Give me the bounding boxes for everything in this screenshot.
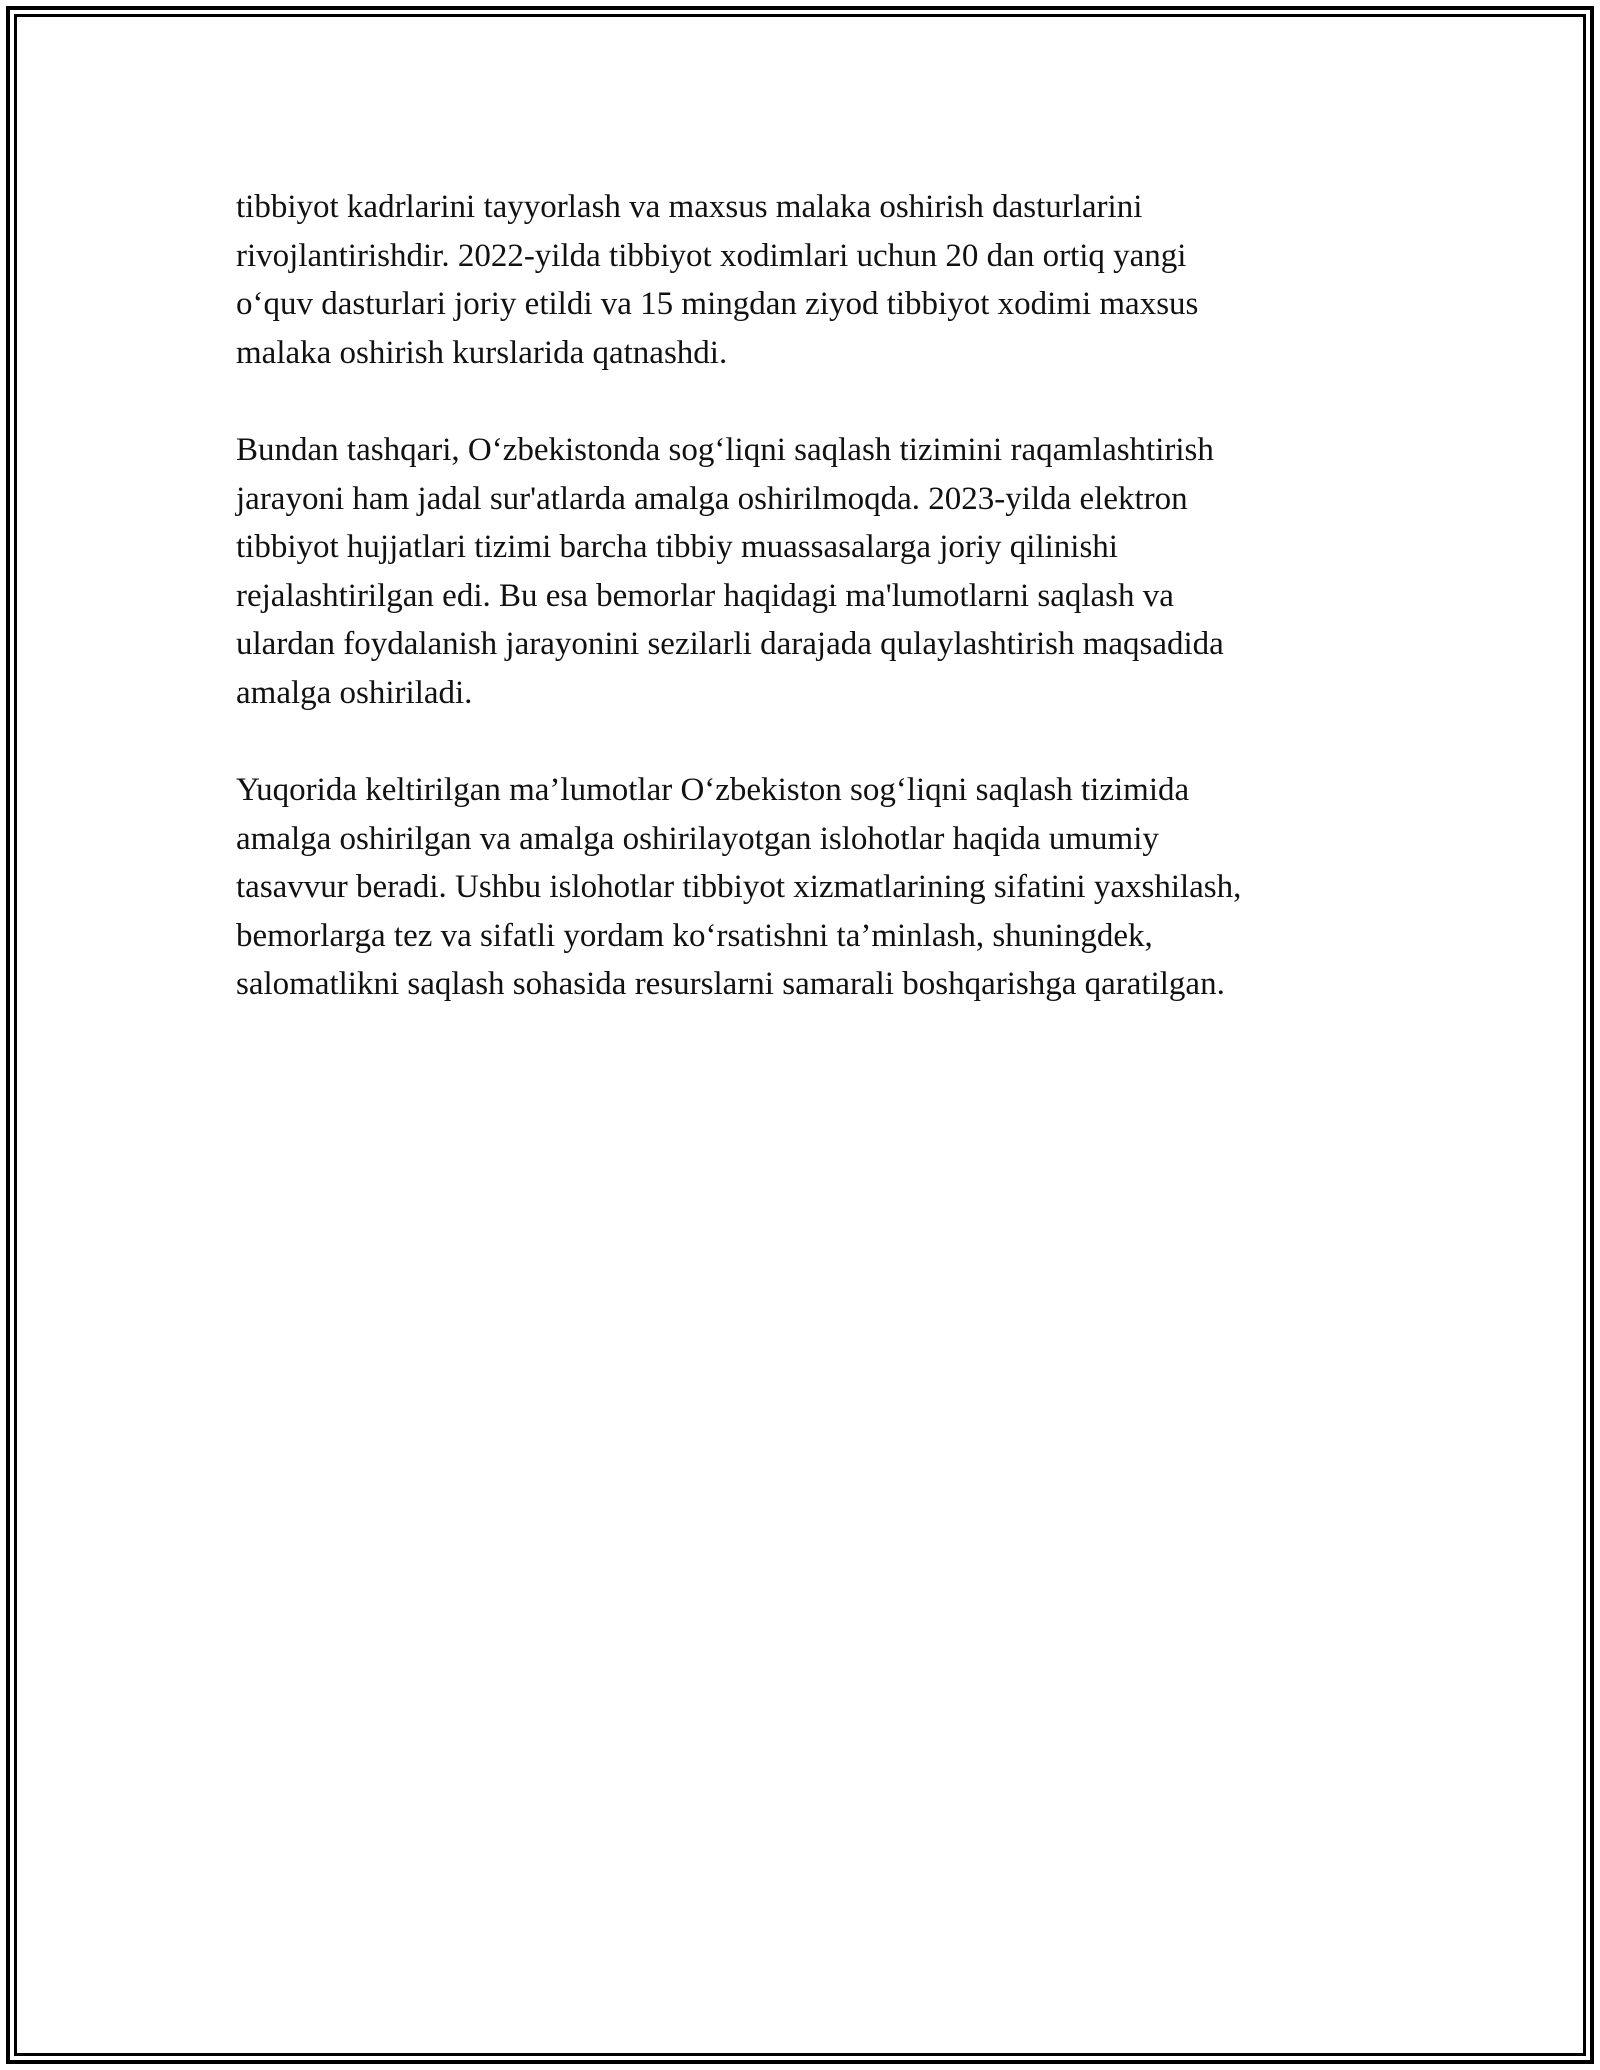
document-body <box>236 183 1396 1058</box>
text-line: tibbiyot hujjatlari tizimi barcha tibbiy muassasalarga joriy qilinishi <box>236 529 1118 565</box>
text-line: rejalashtirilgan edi. Bu esa bemorlar haqidagi ma'lumotlarni saqlash va <box>236 577 1174 614</box>
text-line: tibbiyot kadrlarini tayyorlash va maxsus malaka oshirish dasturlarini <box>236 189 1143 225</box>
text-line: Bundan tashqari, O‘zbekistonda sog‘liqni saqlash tizimini raqamlashtirish <box>236 432 1214 468</box>
text-line: o‘quv dasturlari joriy etildi va 15 mingdan ziyod tibbiyot xodimi maxsus <box>236 286 1199 322</box>
paragraph-3 <box>236 766 1396 1009</box>
text-line: amalga oshirilgan va amalga oshirilayotgan islohotlar haqida umumiy <box>236 820 1159 857</box>
text-line: ulardan foydalanish jarayonini sezilarli darajada qulaylashtirish maqsadida <box>236 626 1224 662</box>
paragraph-1 <box>236 183 1396 377</box>
text-line: salomatlikni saqlash sohasida resurslarni samarali boshqarishga qaratilgan. <box>236 966 1225 1002</box>
text-line: Yuqorida keltirilgan ma’lumotlar O‘zbekiston sog‘liqni saqlash tizimida <box>236 772 1190 808</box>
text-line: tasavvur beradi. Ushbu islohotlar tibbiyot xizmatlarining sifatini yaxshilash, <box>236 869 1242 905</box>
text-line: malaka oshirish kurslarida qatnashdi. <box>236 334 728 371</box>
paragraph-2 <box>236 426 1396 717</box>
text-line: rivojlantirishdir. 2022-yilda tibbiyot xodimlari uchun 20 dan ortiq yangi <box>236 237 1187 274</box>
text-line: amalga oshiriladi. <box>236 674 473 711</box>
text-line: jarayoni ham jadal sur'atlarda amalga oshirilmoqda. 2023-yilda elektron <box>236 480 1188 517</box>
text-line: bemorlarga tez va sifatli yordam ko‘rsatishni ta’minlash, shuningdek, <box>236 917 1153 954</box>
